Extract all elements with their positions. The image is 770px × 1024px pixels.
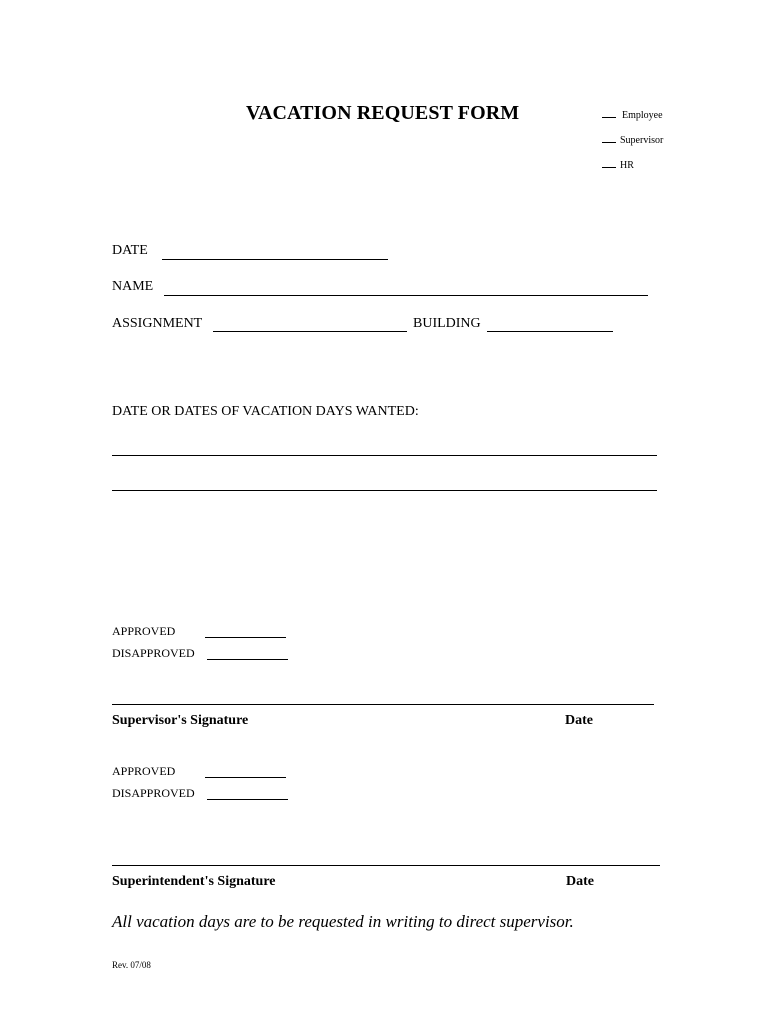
copy-hr[interactable] — [602, 158, 634, 171]
copy-supervisor-label: Supervisor — [620, 135, 664, 146]
assignment-field-line[interactable] — [213, 331, 407, 332]
copy-hr-label: HR — [620, 160, 634, 171]
name-field-line[interactable] — [164, 295, 648, 296]
superintendent-approved-line[interactable] — [205, 777, 286, 778]
supervisor-approved-line[interactable] — [205, 637, 286, 638]
supervisor-signature-label: Supervisor's Signature — [112, 713, 249, 728]
date-field-line[interactable] — [162, 259, 388, 260]
superintendent-approved-label: APPROVED — [112, 764, 176, 778]
vacation-days-line-1[interactable] — [112, 455, 657, 456]
copy-employee[interactable] — [602, 108, 663, 121]
supervisor-date-label: Date — [565, 713, 593, 728]
copy-supervisor[interactable] — [602, 133, 663, 146]
copy-supervisor-blank[interactable] — [602, 133, 616, 143]
building-field-line[interactable] — [487, 331, 613, 332]
copy-employee-blank[interactable] — [602, 108, 616, 118]
superintendent-date-label: Date — [566, 874, 594, 889]
vacation-days-line-2[interactable] — [112, 490, 657, 491]
assignment-label: ASSIGNMENT — [112, 316, 203, 331]
superintendent-disapproved-label: DISAPPROVED — [112, 786, 195, 800]
superintendent-signature-label: Superintendent's Signature — [112, 874, 276, 889]
superintendent-disapproved-line[interactable] — [207, 799, 288, 800]
supervisor-signature-line[interactable] — [112, 704, 654, 705]
superintendent-signature-line[interactable] — [112, 865, 660, 866]
vacation-days-label: DATE OR DATES OF VACATION DAYS WANTED: — [112, 404, 419, 419]
revision-label: Rev. 07/08 — [112, 960, 151, 970]
date-label: DATE — [112, 243, 148, 258]
name-label: NAME — [112, 279, 154, 294]
copy-hr-blank[interactable] — [602, 158, 616, 168]
form-title: VACATION REQUEST FORM — [246, 102, 520, 124]
supervisor-disapproved-label: DISAPPROVED — [112, 646, 195, 660]
instruction-note: All vacation days are to be requested in writing to direct supervisor. — [112, 912, 574, 931]
supervisor-approved-label: APPROVED — [112, 624, 176, 638]
building-label: BUILDING — [413, 316, 481, 331]
supervisor-disapproved-line[interactable] — [207, 659, 288, 660]
copy-employee-label: Employee — [622, 110, 663, 121]
